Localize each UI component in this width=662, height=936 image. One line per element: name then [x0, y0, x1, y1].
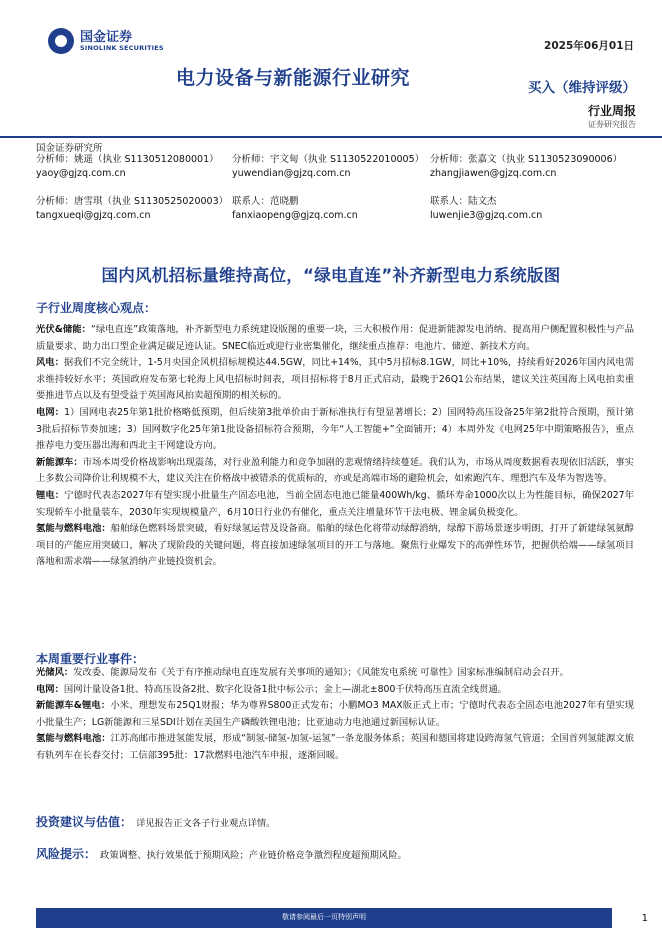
- risk-heading: 风险提示：: [36, 847, 97, 861]
- header-divider: [0, 136, 662, 138]
- section-heading-core-views: 子行业周度核心观点：: [36, 301, 157, 315]
- paragraph-lithium: 锂电：宁德时代表态2027年有望实现小批量生产固态电池，当前全固态电池已能量400Wh/kg、循环寿命1000次以上为性能目标，确保2027年实现轿车小批量装车，2030年实现规模量产，6月10日行业仍有催化，重点关注增量环节干法电极、锂金属负极变化。: [36, 489, 634, 518]
- research-type: 证券研究报告: [588, 120, 636, 129]
- analyst-block: 分析师：张嘉文（执业 S1130523090006） zhangjiawen@gjzq.com.cn: [430, 154, 623, 179]
- email-link[interactable]: yuwendian@gjzq.com.cn: [232, 168, 351, 179]
- email-link[interactable]: tangxueqi@gjzq.com.cn: [36, 210, 151, 221]
- event-hydrogen: 氢能与燃料电池：江苏高邮市推进氢能发展，形成“制氢-储氢-加氢-运氢”一条龙服务体系；英国和德国将建设跨海氢气管道；全国首列氢能源文旅有轨列车在长春交付；工信部395批：17款燃料电池汽车申报，逐渐回暖。: [36, 733, 634, 761]
- contact-block: 联系人：范晓鹏 fanxiaopeng@gjzq.com.cn: [232, 196, 358, 221]
- paragraph-wind: 风电：据我们不完全统计，1-5月央国企风机招标规模达44.5GW，同比+14%，其中5月招标8.1GW，同比+10%，持续看好2026年国内风电需求维持较好水平；英国政府发布第七轮海上风电招标时间表，项目招标将于8月正式启动，最晚于26Q1公布结果，建议关注英国海上风电拍卖重要推进节点以及有望受益于英国海风拍卖超预期的相关标的。: [36, 357, 634, 402]
- investment-advice: 投资建议与估值： 详见报告正文各子行业观点详情。: [36, 815, 276, 829]
- investment-heading: 投资建议与估值：: [36, 815, 133, 829]
- paragraph-solar-storage: 光伏&储能：“绿电直连”政策落地，补齐新型电力系统建设版图的重要一块，三大积极作用：促进新能源发电消纳、提高用户侧配置积极性与产品质量要求、助力出口型企业满足碳足迹认证。SNEC临近或迎行业密集催化，继续重点推荐：电池片、储逆、新技术方向。: [36, 324, 634, 352]
- rating: 买入（维持评级）: [528, 80, 636, 96]
- contact-block: 联系人：陆文杰 luwenjie3@gjzq.com.cn: [430, 196, 543, 221]
- company-logo: 国金证券 SINOLINK SECURITIES: [48, 26, 196, 60]
- logo-mark-icon: [48, 28, 74, 54]
- paragraph-grid: 电网：1）国网电表25年第1批价格略低预期，但后续第3批单价由于新标准执行有望显著增长；2）国网特高压设备25年第2批符合预期，预计第3批后招标节奏加速；3）国网数字化25年第1批设备招标符合预期，今年“人工智能+”全面铺开；4）本周外发《电网25年中期策略报告》，重点推荐电力变压器出海和西北主干网建设方向。: [36, 406, 634, 452]
- event-grid: 电网：国网计量设备1批、特高压设备2批、数字化设备1批中标公示；金上—湖北±800千伏特高压直流全线贯通。: [36, 683, 507, 695]
- analyst-block: 分析师：宇文甸（执业 S1130522010005） yuwendian@gjzq.com.cn: [232, 154, 425, 179]
- report-date: 2025年06月01日: [544, 40, 634, 52]
- events-body: [36, 665, 634, 765]
- report-type: 行业周报: [587, 104, 636, 118]
- core-views-body: [36, 322, 634, 571]
- headline: 国内风机招标量维持高位，“绿电直连”补齐新型电力系统版图: [101, 266, 561, 285]
- paragraph-nev: 新能源车：市场本周受价格战影响出现震荡，对行业盈利能力和竞争加剧的悲观情绪持续蔓延。我们认为，市场从周度数据看表现依旧活跃，事实上多数公司降价让利规模不大，建议关注在价格战中被错杀的优质标的，亦或是高端市场的避险机会，如索跑汽车、理想汽车及华为智选等。: [36, 456, 634, 485]
- paragraph-hydrogen: 氢能与燃料电池：船舶绿色燃料场景突破，看好绿氢运营及设备商。船舶的绿色化将带动绿醇消纳，绿醇下游场景逐步明朗，打开了新建绿氢氨醇项目的产能应用突破口，解决了现阶段的关键问题，将直接加速绿氢项目的开工与落地。聚焦行业爆发下的高弹性环节，把握供给端——绿氢项目落地和需求端——绿氢消纳产业链投资机会。: [36, 523, 634, 568]
- email-link[interactable]: fanxiaopeng@gjzq.com.cn: [232, 210, 358, 221]
- analyst-block: 分析师：唐雪琪（执业 S1130525020003） tangxueqi@gjzq.com.cn: [36, 196, 229, 221]
- event-solar-storage-wind: 光储风：发改委、能源局发布《关于有序推动绿电直连发展有关事项的通知》；《风能发电系统 可靠性》国家标准编制启动会召开。: [36, 667, 569, 678]
- email-link[interactable]: zhangjiawen@gjzq.com.cn: [430, 168, 557, 179]
- email-link[interactable]: yaoy@gjzq.com.cn: [36, 168, 126, 179]
- report-title: 电力设备与新能源行业研究: [176, 67, 411, 89]
- event-nev-lithium: 新能源车&锂电：小米、理想发布25Q1财报；华为尊界S800正式发布；小鹏MO3 MAX版正式上市；宁德时代表态全固态电池2027年有望实现小批量生产；LG新能源和三星SDI计划在美国生产磷酸铁锂电池；比亚迪动力电池通过新国标认证。: [36, 700, 634, 728]
- analyst-block: 分析师：姚遥（执业 S1130512080001） yaoy@gjzq.com.cn: [36, 154, 219, 179]
- footer-disclaimer-link[interactable]: 敬请参阅最后一页特别声明: [282, 913, 366, 921]
- risk-warning: 风险提示： 政策调整、执行效果低于预期风险；产业链价格竞争激烈程度超预期风险。: [36, 847, 407, 861]
- institute: 国金证券研究所: [36, 143, 103, 154]
- header: [0, 0, 662, 136]
- email-link[interactable]: luwenjie3@gjzq.com.cn: [430, 210, 543, 221]
- page-number: 1: [641, 913, 648, 924]
- section-heading-events: 本周重要行业事件：: [36, 652, 145, 666]
